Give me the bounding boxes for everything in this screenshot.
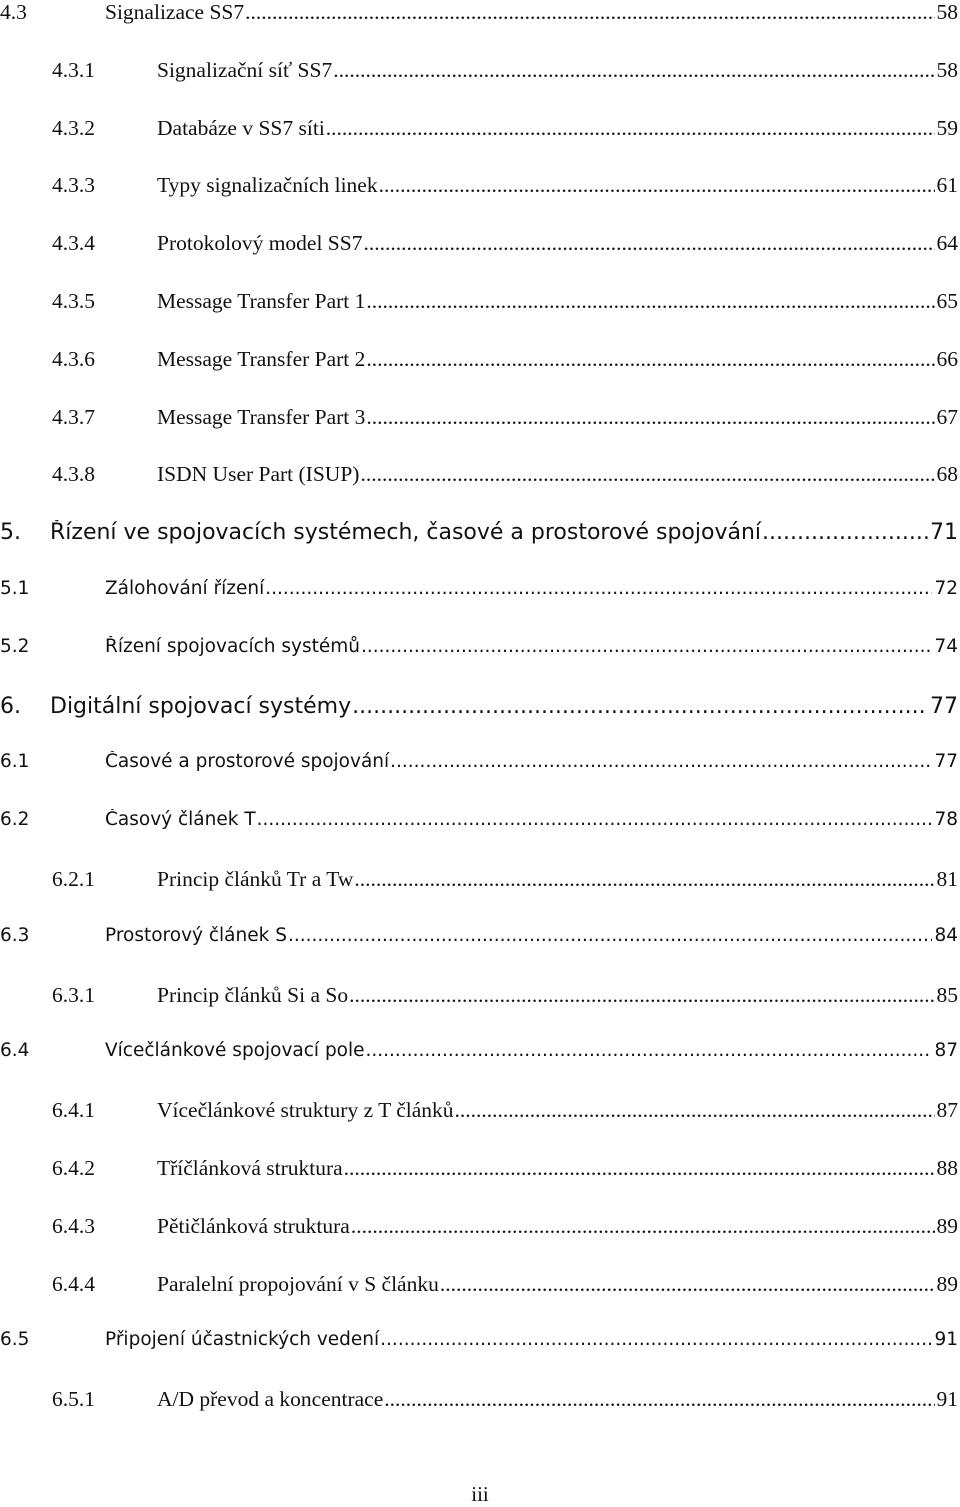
toc-entry-title: A/D převod a koncentrace (157, 1387, 383, 1412)
toc-entry[interactable] (0, 694, 960, 734)
toc-entry-title: Princip článků Tr a Tw (157, 867, 353, 892)
toc-entry[interactable] (0, 867, 960, 907)
toc-dot-leader (351, 1214, 935, 1239)
toc-dot-leader (352, 694, 928, 719)
toc-dot-leader (390, 751, 932, 772)
toc-dot-leader (366, 405, 934, 430)
toc-dot-leader (344, 1156, 935, 1181)
toc-entry-number: 4.3 (0, 0, 105, 25)
toc-entry[interactable] (0, 231, 960, 271)
toc-entry-number: 6.5 (0, 1329, 105, 1350)
toc-dot-leader (380, 1329, 932, 1350)
toc-entry-title: Databáze v SS7 síti (157, 116, 325, 141)
toc-entry-title: Řízení ve spojovacích systémech, časové a prostorové spojování (50, 520, 761, 545)
toc-entry[interactable] (0, 0, 960, 40)
toc-entry-number: 4.3.1 (52, 58, 157, 83)
toc-dot-leader (265, 578, 932, 599)
toc-entry-title: Vícečlánkové spojovací pole (105, 1040, 365, 1061)
toc-dot-leader (257, 809, 933, 830)
toc-entry-number: 5. (0, 520, 50, 545)
toc-entry-page: 87 (937, 1098, 960, 1123)
page-number: iii (0, 1482, 960, 1507)
toc-dot-leader (762, 520, 928, 545)
toc-entry-page: 87 (934, 1040, 960, 1061)
toc-dot-leader (245, 0, 934, 25)
toc-entry[interactable] (0, 173, 960, 213)
toc-entry[interactable] (0, 1156, 960, 1196)
toc-entry[interactable] (0, 1272, 960, 1312)
toc-entry[interactable] (0, 809, 960, 849)
toc-entry-title: Připojení účastnických vedení (105, 1329, 379, 1350)
toc-entry-page: 91 (937, 1387, 960, 1412)
toc-entry-number: 4.3.3 (52, 173, 157, 198)
toc-dot-leader (349, 983, 934, 1008)
toc-entry[interactable] (0, 1387, 960, 1427)
toc-entry-title: Digitální spojovací systémy (50, 694, 351, 719)
toc-entry-number: 5.1 (0, 578, 105, 599)
toc-dot-leader (384, 1387, 934, 1412)
toc-entry-number: 6.3.1 (52, 983, 157, 1008)
toc-dot-leader (440, 1272, 935, 1297)
toc-entry[interactable] (0, 462, 960, 502)
toc-entry[interactable] (0, 1098, 960, 1138)
toc-dot-leader (366, 347, 934, 372)
toc-entry-page: 89 (937, 1214, 960, 1239)
toc-entry[interactable] (0, 289, 960, 329)
toc-entry-title: Princip článků Si a So (157, 983, 348, 1008)
toc-entry-page: 58 (937, 58, 960, 83)
toc-entry-number: 6.4.1 (52, 1098, 157, 1123)
toc-entry-number: 4.3.4 (52, 231, 157, 256)
toc-entry-number: 6.5.1 (52, 1387, 157, 1412)
toc-entry[interactable] (0, 983, 960, 1023)
toc-entry-page: 91 (934, 1329, 960, 1350)
toc-entry-number: 4.3.6 (52, 347, 157, 372)
toc-entry-page: 59 (937, 116, 960, 141)
toc-entry-page: 64 (937, 231, 960, 256)
toc-entry-page: 84 (934, 925, 960, 946)
toc-entry-page: 65 (937, 289, 960, 314)
toc-dot-leader (361, 636, 932, 657)
toc-dot-leader (288, 925, 933, 946)
toc-entry-title: Paralelní propojování v S článku (157, 1272, 439, 1297)
toc-dot-leader (360, 462, 934, 487)
toc-entry-number: 6. (0, 694, 50, 719)
toc-entry[interactable] (0, 1214, 960, 1254)
toc-entry-title: Signalizační síť SS7 (157, 58, 332, 83)
toc-entry-number: 4.3.7 (52, 405, 157, 430)
toc-entry-title: Message Transfer Part 3 (157, 405, 365, 430)
toc-dot-leader (379, 173, 935, 198)
toc-entry-title: Časový článek T (105, 809, 256, 830)
toc-entry-title: Signalizace SS7 (105, 0, 244, 25)
toc-entry-page: 77 (930, 694, 960, 719)
toc-entry-number: 6.4 (0, 1040, 105, 1061)
toc-dot-leader (366, 289, 934, 314)
toc-entry[interactable] (0, 58, 960, 98)
toc-entry-title: Prostorový článek S (105, 925, 287, 946)
toc-entry[interactable] (0, 520, 960, 560)
toc-entry[interactable] (0, 116, 960, 156)
toc-dot-leader (333, 58, 934, 83)
toc-entry-number: 5.2 (0, 636, 105, 657)
toc-entry-page: 89 (937, 1272, 960, 1297)
toc-entry-number: 4.3.8 (52, 462, 157, 487)
toc-entry-title: Vícečlánkové struktury z T článků (157, 1098, 454, 1123)
toc-entry-page: 66 (937, 347, 960, 372)
toc-entry-number: 6.4.4 (52, 1272, 157, 1297)
toc-entry-number: 6.3 (0, 925, 105, 946)
toc-dot-leader (363, 231, 934, 256)
toc-entry[interactable] (0, 578, 960, 618)
toc-entry[interactable] (0, 347, 960, 387)
toc-entry-title: Zálohování řízení (105, 578, 264, 599)
toc-dot-leader (354, 867, 934, 892)
toc-entry-page: 58 (937, 0, 960, 25)
toc-dot-leader (366, 1040, 933, 1061)
toc-entry-title: Protokolový model SS7 (157, 231, 362, 256)
toc-entry[interactable] (0, 405, 960, 445)
toc-entry[interactable] (0, 925, 960, 965)
toc-entry-number: 6.2.1 (52, 867, 157, 892)
toc-entry-number: 6.4.3 (52, 1214, 157, 1239)
toc-entry-number: 4.3.5 (52, 289, 157, 314)
toc-entry-page: 88 (937, 1156, 960, 1181)
toc-entry-number: 6.4.2 (52, 1156, 157, 1181)
toc-dot-leader (455, 1098, 935, 1123)
toc-entry-title: Message Transfer Part 1 (157, 289, 365, 314)
toc-entry-page: 67 (937, 405, 960, 430)
toc-entry-page: 72 (934, 578, 960, 599)
toc-entry-title: Message Transfer Part 2 (157, 347, 365, 372)
toc-entry-number: 4.3.2 (52, 116, 157, 141)
toc-entry-number: 6.2 (0, 809, 105, 830)
toc-entry-number: 6.1 (0, 751, 105, 772)
toc-entry-page: 81 (937, 867, 960, 892)
toc-entry-title: ISDN User Part (ISUP) (157, 462, 359, 487)
toc-entry[interactable] (0, 636, 960, 676)
toc-entry-title: Pětičlánková struktura (157, 1214, 350, 1239)
toc-entry-title: Typy signalizačních linek (157, 173, 378, 198)
toc-entry-page: 74 (934, 636, 960, 657)
toc-entry-page: 61 (937, 173, 960, 198)
toc-entry-page: 68 (937, 462, 960, 487)
toc-entry-page: 85 (937, 983, 960, 1008)
toc-entry-page: 71 (930, 520, 960, 545)
toc-entry-title: Řízení spojovacích systémů (105, 636, 360, 657)
toc-entry-page: 77 (934, 751, 960, 772)
toc-entry[interactable] (0, 1040, 960, 1080)
toc-entry-title: Tříčlánková struktura (157, 1156, 343, 1181)
toc-entry[interactable] (0, 751, 960, 791)
toc-dot-leader (326, 116, 935, 141)
toc-entry-page: 78 (934, 809, 960, 830)
toc-entry-title: Časové a prostorové spojování (105, 751, 389, 772)
toc-entry[interactable] (0, 1329, 960, 1369)
